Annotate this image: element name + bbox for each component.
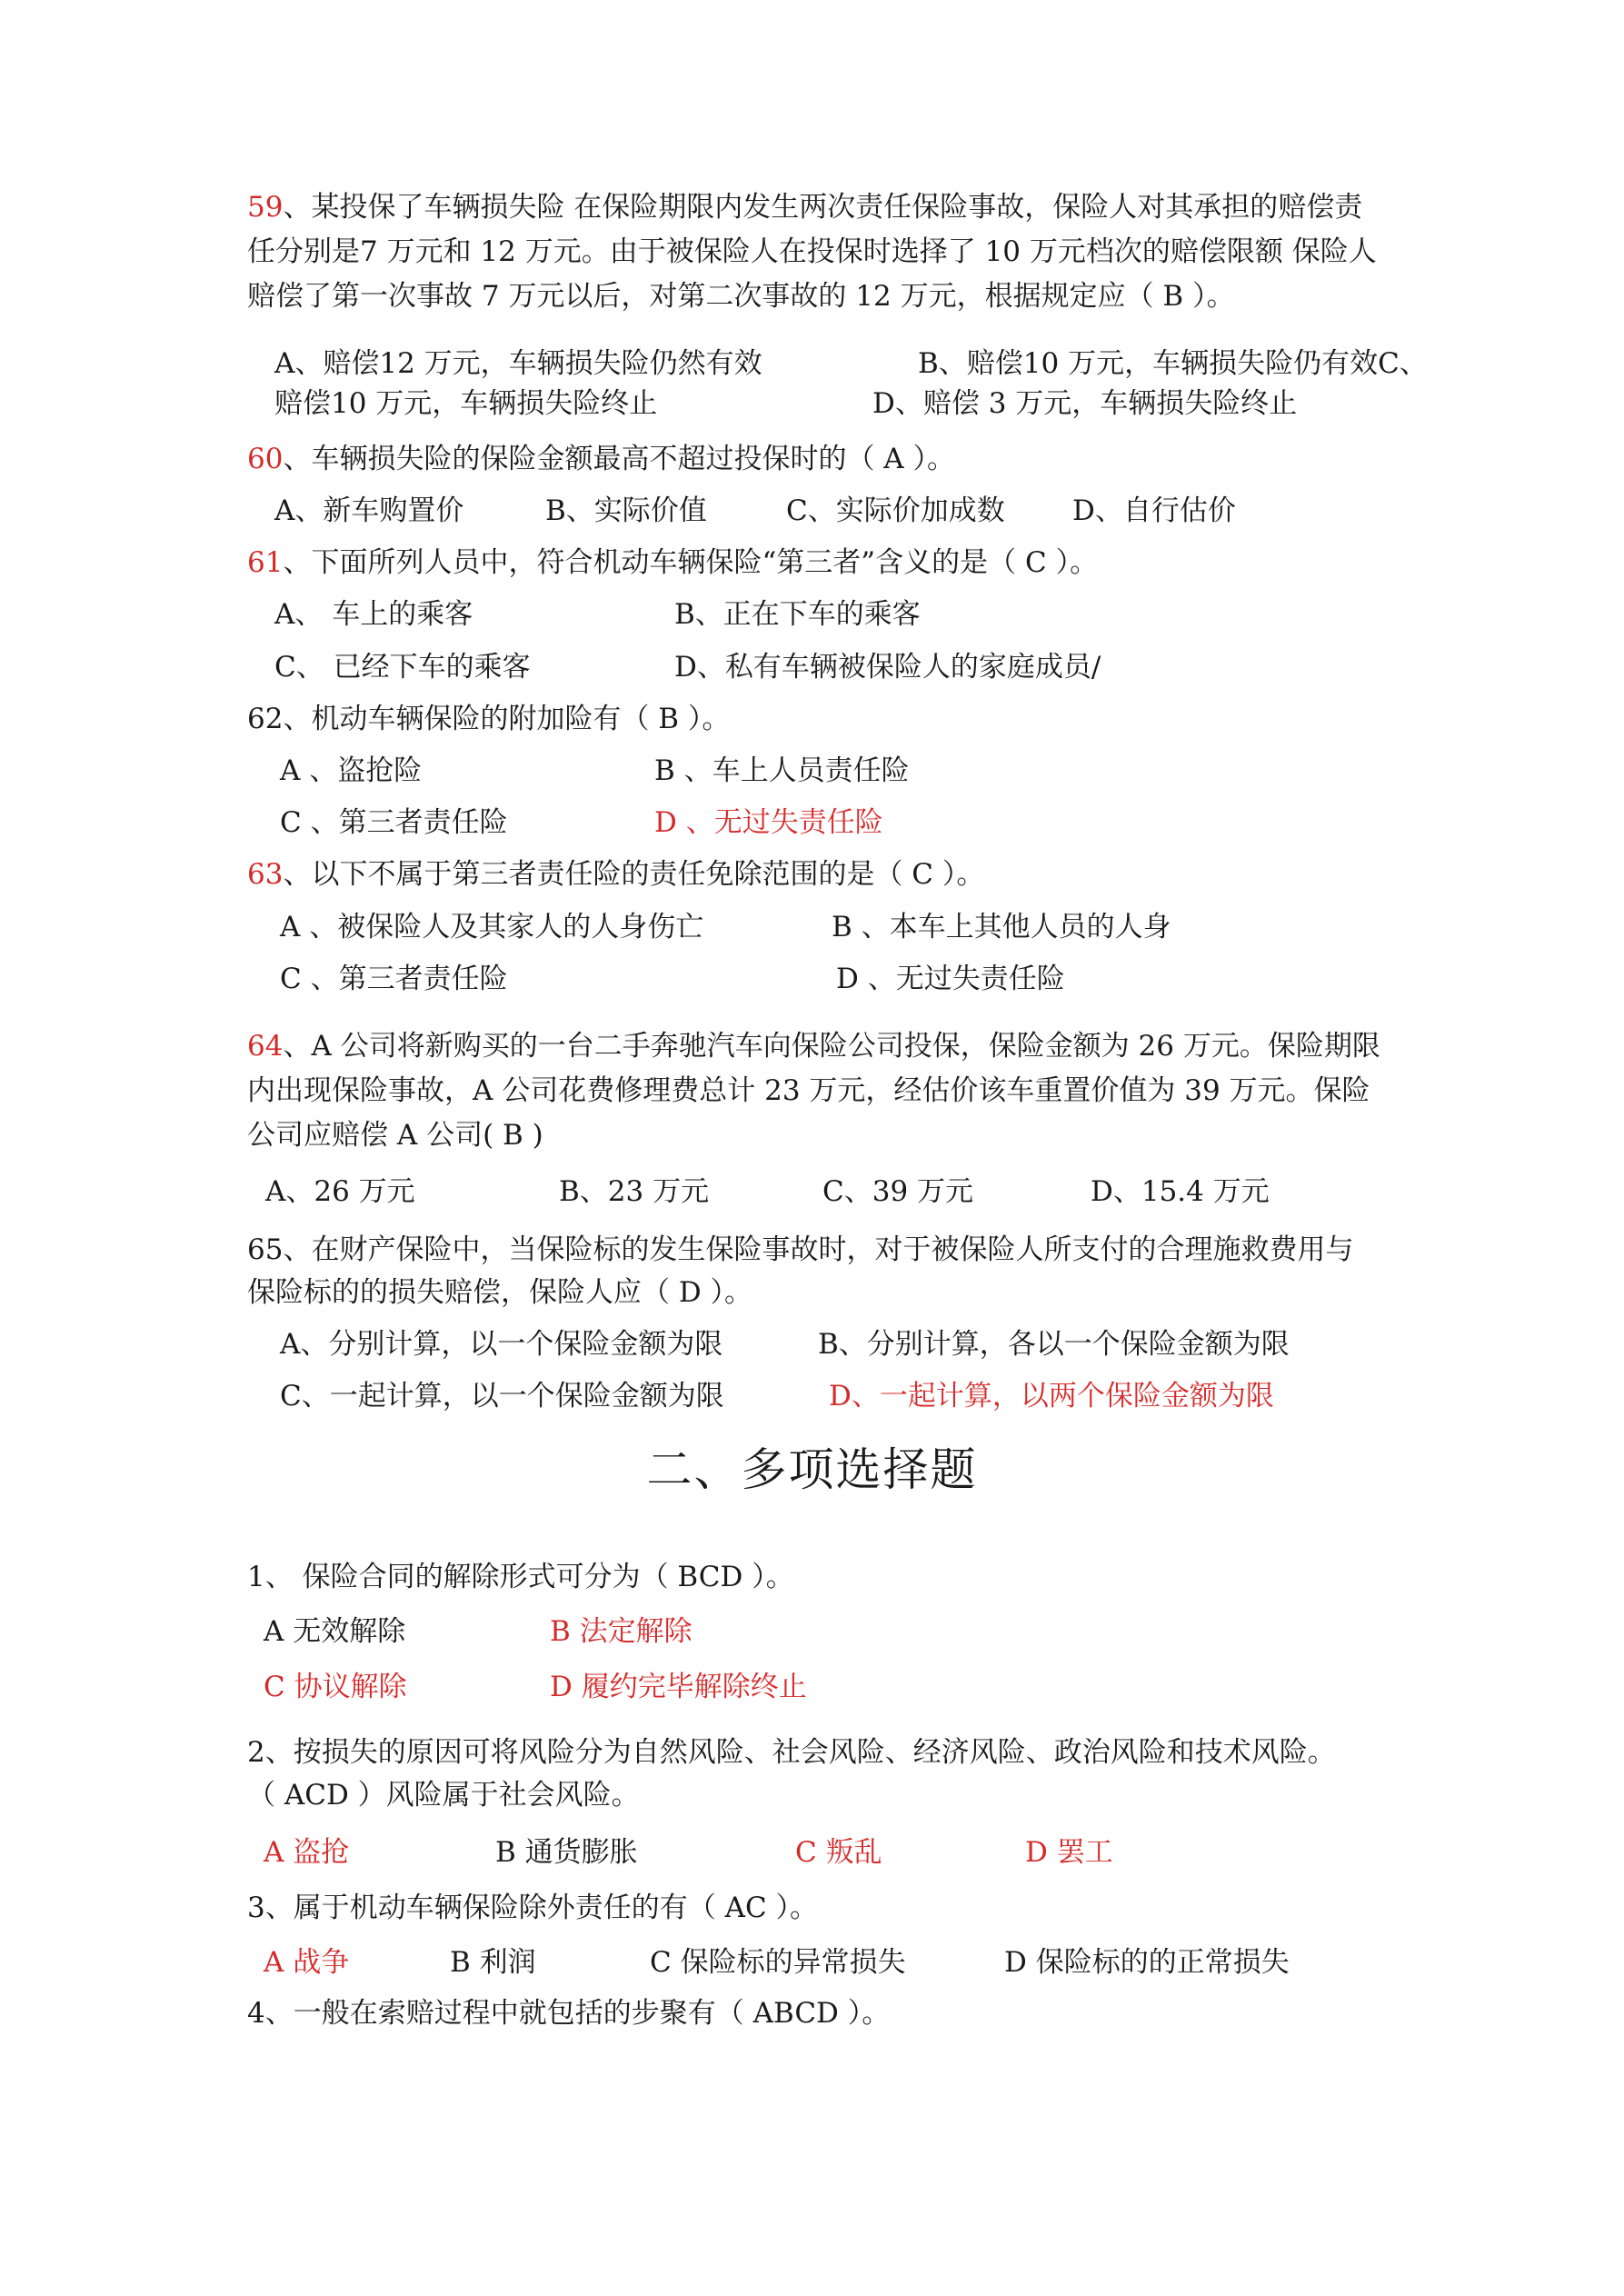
q59-option-c: 赔偿10 万元，车辆损失险终止 [274, 387, 658, 420]
q59-option-d: D、赔偿 3 万元，车辆损失险终止 [872, 387, 1298, 420]
q65-line2: 保险标的的损失赔偿，保险人应（ D ）。 [247, 1276, 753, 1309]
q61-option-b: B、正在下车的乘客 [674, 598, 921, 631]
q64-line1 [247, 1028, 1380, 1064]
q64-number: 64 [247, 1030, 284, 1063]
q63-line [247, 856, 984, 893]
m2-option-d: D 罢工 [1025, 1836, 1113, 1869]
m3-line: 3、属于机动车辆保险除外责任的有（ AC ）。 [247, 1892, 819, 1924]
q64-option-a: A、26 万元 [265, 1175, 415, 1208]
q63-option-b: B 、本车上其他人员的人身 [832, 911, 1171, 943]
q61-option-c: C、 已经下车的乘客 [274, 651, 531, 684]
m1-option-b: B 法定解除 [550, 1615, 692, 1648]
m3-option-b: B 利润 [450, 1946, 536, 1979]
q61-number: 61 [247, 546, 284, 579]
q60-option-c: C、实际价加成数 [786, 494, 1005, 527]
q60-option-a: A、新车购置价 [274, 494, 464, 527]
q63-option-c: C 、第三者责任险 [280, 963, 508, 995]
q62-option-c: C 、第三者责任险 [280, 806, 508, 839]
q61-option-a: A、 车上的乘客 [274, 598, 473, 631]
q62-option-a: A 、盗抢险 [280, 754, 423, 787]
m2-option-a: A 盗抢 [264, 1836, 350, 1869]
m2-line1: 2、按损失的原因可将风险分为自然风险、社会风险、经济风险、政治风险和技术风险。 [247, 1736, 1336, 1769]
q62-line: 62、机动车辆保险的附加险有（ B ）。 [247, 703, 731, 735]
m1-option-d: D 履约完毕解除终止 [550, 1671, 807, 1703]
q64-option-b: B、23 万元 [559, 1175, 710, 1208]
m3-option-c: C 保险标的异常损失 [650, 1946, 906, 1979]
q60-option-b: B、实际价值 [545, 494, 707, 527]
m3-option-d: D 保险标的的正常损失 [1004, 1946, 1290, 1979]
q61-option-d: D、私有车辆被保险人的家庭成员/ [674, 651, 1101, 684]
q65-line1: 65、在财产保险中，当保险标的发生保险事故时，对于被保险人所支付的合理施救费用与 [247, 1233, 1354, 1266]
q64-option-c: C、39 万元 [822, 1175, 974, 1208]
m2-line2: （ ACD ）风险属于社会风险。 [247, 1779, 640, 1812]
q65-option-d: D、一起计算，以两个保险金额为限 [829, 1380, 1274, 1413]
q59-line1 [247, 189, 1362, 225]
q63-number: 63 [247, 858, 284, 891]
m2-option-b: B 通货膨胀 [495, 1836, 638, 1869]
q59-number: 59 [247, 191, 284, 224]
m2-option-c: C 叛乱 [795, 1836, 882, 1869]
q60-option-d: D、自行估价 [1072, 494, 1236, 527]
q61-line [247, 544, 1098, 581]
q60-text: 、车辆损失险的保险金额最高不超过投保时的（ A ）。 [283, 443, 956, 475]
q59-line2: 任分别是7 万元和 12 万元。由于被保险人在投保时选择了 10 万元档次的赔偿限额 保险人 [247, 235, 1377, 268]
q60-number: 60 [247, 443, 284, 475]
q63-text: 、以下不属于第三者责任险的责任免除范围的是（ C ）。 [283, 858, 985, 891]
section-heading: 二、多项选择题 [646, 1443, 978, 1496]
q61-text: 、下面所列人员中，符合机动车辆保险“第三者”含义的是（ C ）。 [283, 546, 1099, 579]
m3-option-a: A 战争 [264, 1946, 350, 1979]
q65-option-c: C、一起计算，以一个保险金额为限 [280, 1380, 724, 1413]
q64-text-1: 、A 公司将新购买的一台二手奔驰汽车向保险公司投保，保险金额为 26 万元。保险期限 [283, 1030, 1380, 1063]
q65-option-b: B、分别计算，各以一个保险金额为限 [818, 1328, 1290, 1361]
m1-line: 1、 保险合同的解除形式可分为（ BCD ）。 [247, 1561, 794, 1593]
m1-option-a: A 无效解除 [264, 1615, 406, 1648]
q64-option-d: D、15.4 万元 [1091, 1175, 1270, 1208]
q64-line3: 公司应赔偿 A 公司( B ) [247, 1119, 543, 1152]
q62-option-d: D 、无过失责任险 [654, 806, 883, 839]
q63-option-a: A 、被保险人及其家人的人身伤亡 [280, 911, 704, 943]
q60-line [247, 441, 955, 477]
q65-option-a: A、分别计算，以一个保险金额为限 [280, 1328, 723, 1361]
q59-text-1: 、某投保了车辆损失险 在保险期限内发生两次责任保险事故，保险人对其承担的赔偿责 [283, 191, 1363, 224]
m1-option-c: C 协议解除 [264, 1671, 407, 1703]
q63-option-d: D 、无过失责任险 [836, 963, 1065, 995]
q59-line3: 赔偿了第一次事故 7 万元以后，对第二次事故的 12 万元，根据规定应（ B ）。 [247, 280, 1235, 313]
q59-option-b: B、赔偿10 万元，车辆损失险仍有效C、 [918, 347, 1428, 380]
q59-option-a: A、赔偿12 万元，车辆损失险仍然有效 [274, 347, 762, 380]
m4-line: 4、一般在索赔过程中就包括的步聚有（ ABCD ）。 [247, 1997, 891, 2030]
q62-option-b: B 、车上人员责任险 [654, 754, 910, 787]
q64-line2: 内出现保险事故，A 公司花费修理费总计 23 万元，经估价该车重置价值为 39 万元。保险 [247, 1074, 1370, 1107]
